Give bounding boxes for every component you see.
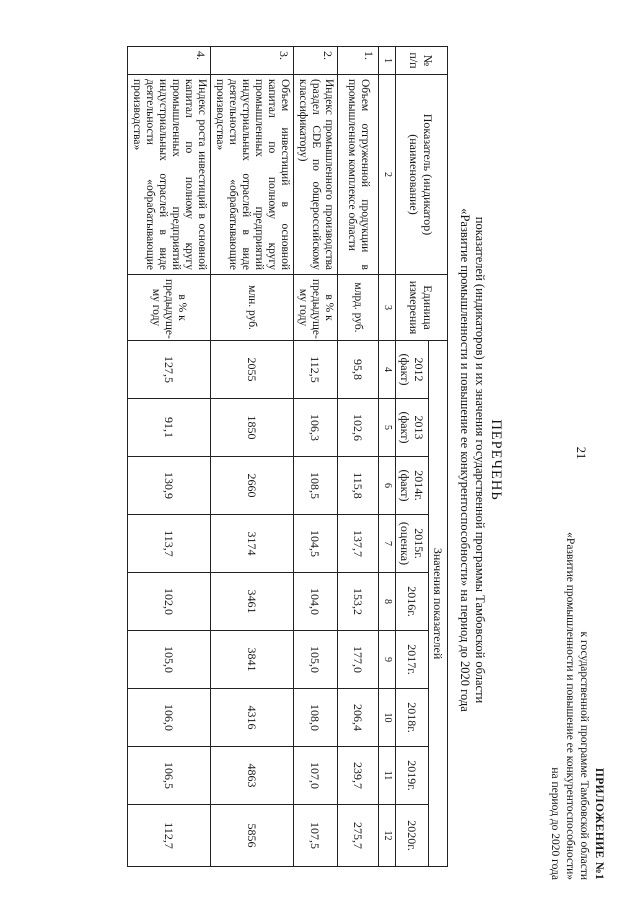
- value-cell: 95,8: [338, 341, 379, 399]
- column-index-cell: 5: [379, 399, 396, 457]
- column-index-cell: 12: [379, 805, 396, 867]
- indicator-name: Объем инвестиций в основной капитал по полному кругу промышленных предприятий индустриальных отраслей в виде деятельности «обрабатывающие производства»: [211, 75, 294, 275]
- header-num: № п/п: [396, 47, 448, 75]
- header-indicator: Показатель (индикатор) (наименование): [396, 75, 448, 275]
- value-cell: 112,7: [128, 805, 211, 867]
- title-line: показателей (индикаторов) и их значения государственной программы Тамбовской области: [473, 216, 487, 704]
- header-year: 2014г. (факт): [396, 457, 429, 515]
- header-year: 2018г.: [396, 689, 429, 747]
- header-year: 2016г.: [396, 573, 429, 631]
- value-cell: 105,0: [294, 631, 338, 689]
- row-number: 4.: [128, 47, 211, 75]
- title-heading: ПЕРЕЧЕНЬ: [488, 419, 504, 501]
- header-year: 2019г.: [396, 747, 429, 805]
- column-index-cell: 8: [379, 573, 396, 631]
- value-cell: 4316: [211, 689, 294, 747]
- value-cell: 106,0: [128, 689, 211, 747]
- row-number: 2.: [294, 47, 338, 75]
- indicator-name: Индекс роста инвестиций в основной капитал по полному кругу промышленных предприятий индустриальных отраслей в виде деятельности «обрабатывающие производства»: [128, 75, 211, 275]
- indicator-name: Индекс промышленного производства (раздел CDE по общероссийскому классификатору): [294, 75, 338, 275]
- value-cell: 127,5: [128, 341, 211, 399]
- table-row: [211, 47, 294, 867]
- column-index-row: [379, 47, 396, 867]
- row-number: 1.: [338, 47, 379, 75]
- indicator-name: Объем отгруженной продукции в промышленном комплексе области: [338, 75, 379, 275]
- row-number: 3.: [211, 47, 294, 75]
- unit-cell: млрд. руб.: [338, 275, 379, 341]
- table-row: [128, 47, 211, 867]
- value-cell: 102,0: [128, 573, 211, 631]
- unit-cell: в % к предыдуще-му году: [128, 275, 211, 341]
- page-number: 21: [574, 446, 588, 460]
- value-cell: 2055: [211, 341, 294, 399]
- title-line: «Развитие промышленности и повышение ее конкурентоспособности» на период до 2020 года: [458, 208, 473, 712]
- header-year: 2013 (факт): [396, 399, 429, 457]
- column-index-cell: 3: [379, 275, 396, 341]
- column-index-cell: 9: [379, 631, 396, 689]
- value-cell: 115,8: [338, 457, 379, 515]
- value-cell: 3461: [211, 573, 294, 631]
- column-index-cell: 4: [379, 341, 396, 399]
- appendix-label: ПРИЛОЖЕНИЕ №1: [593, 767, 605, 880]
- indicators-table: [127, 46, 448, 867]
- value-cell: 239,7: [338, 747, 379, 805]
- column-index-cell: 7: [379, 515, 396, 573]
- value-cell: 107,5: [294, 805, 338, 867]
- value-cell: 153,2: [338, 573, 379, 631]
- value-cell: 91,1: [128, 399, 211, 457]
- header-year: 2012 (факт): [396, 341, 429, 399]
- table-row: [338, 47, 379, 867]
- value-cell: 3841: [211, 631, 294, 689]
- value-cell: 1850: [211, 399, 294, 457]
- value-cell: 2660: [211, 457, 294, 515]
- value-cell: 275,7: [338, 805, 379, 867]
- value-cell: 130,9: [128, 457, 211, 515]
- value-cell: 106,5: [128, 747, 211, 805]
- header-unit: Единица измерения: [396, 275, 448, 341]
- value-cell: 104,5: [294, 515, 338, 573]
- value-cell: 4863: [211, 747, 294, 805]
- value-cell: 3174: [211, 515, 294, 573]
- value-cell: 105,0: [128, 631, 211, 689]
- table-row: [294, 47, 338, 867]
- appendix-line: на период до 2020 года: [549, 767, 562, 880]
- value-cell: 5856: [211, 805, 294, 867]
- unit-cell: млн. руб.: [211, 275, 294, 341]
- header-year: 2015г. (оценка): [396, 515, 429, 573]
- header-year: 2017г.: [396, 631, 429, 689]
- value-cell: 108,5: [294, 457, 338, 515]
- value-cell: 137,7: [338, 515, 379, 573]
- value-cell: 177,0: [338, 631, 379, 689]
- column-index-cell: 10: [379, 689, 396, 747]
- column-index-cell: 11: [379, 747, 396, 805]
- appendix-header: [548, 500, 606, 880]
- appendix-line: «Развитие промышленности и повышение ее конкурентоспособности»: [564, 532, 576, 880]
- value-cell: 106,3: [294, 399, 338, 457]
- header-year: 2020г.: [396, 805, 429, 867]
- value-cell: 102,6: [338, 399, 379, 457]
- value-cell: 104,0: [294, 573, 338, 631]
- value-cell: 113,7: [128, 515, 211, 573]
- column-index-cell: 6: [379, 457, 396, 515]
- value-cell: 112,5: [294, 341, 338, 399]
- appendix-line: к государственной программе Тамбовской области: [578, 631, 591, 880]
- table-body: [128, 47, 396, 867]
- header-values-group: Значения показателей: [429, 341, 448, 867]
- column-index-cell: 1: [379, 47, 396, 75]
- value-cell: 107,0: [294, 747, 338, 805]
- document-title: [458, 60, 504, 860]
- value-cell: 206,4: [338, 689, 379, 747]
- column-index-cell: 2: [379, 75, 396, 275]
- unit-cell: в % к предыдуще-му году: [294, 275, 338, 341]
- value-cell: 108,0: [294, 689, 338, 747]
